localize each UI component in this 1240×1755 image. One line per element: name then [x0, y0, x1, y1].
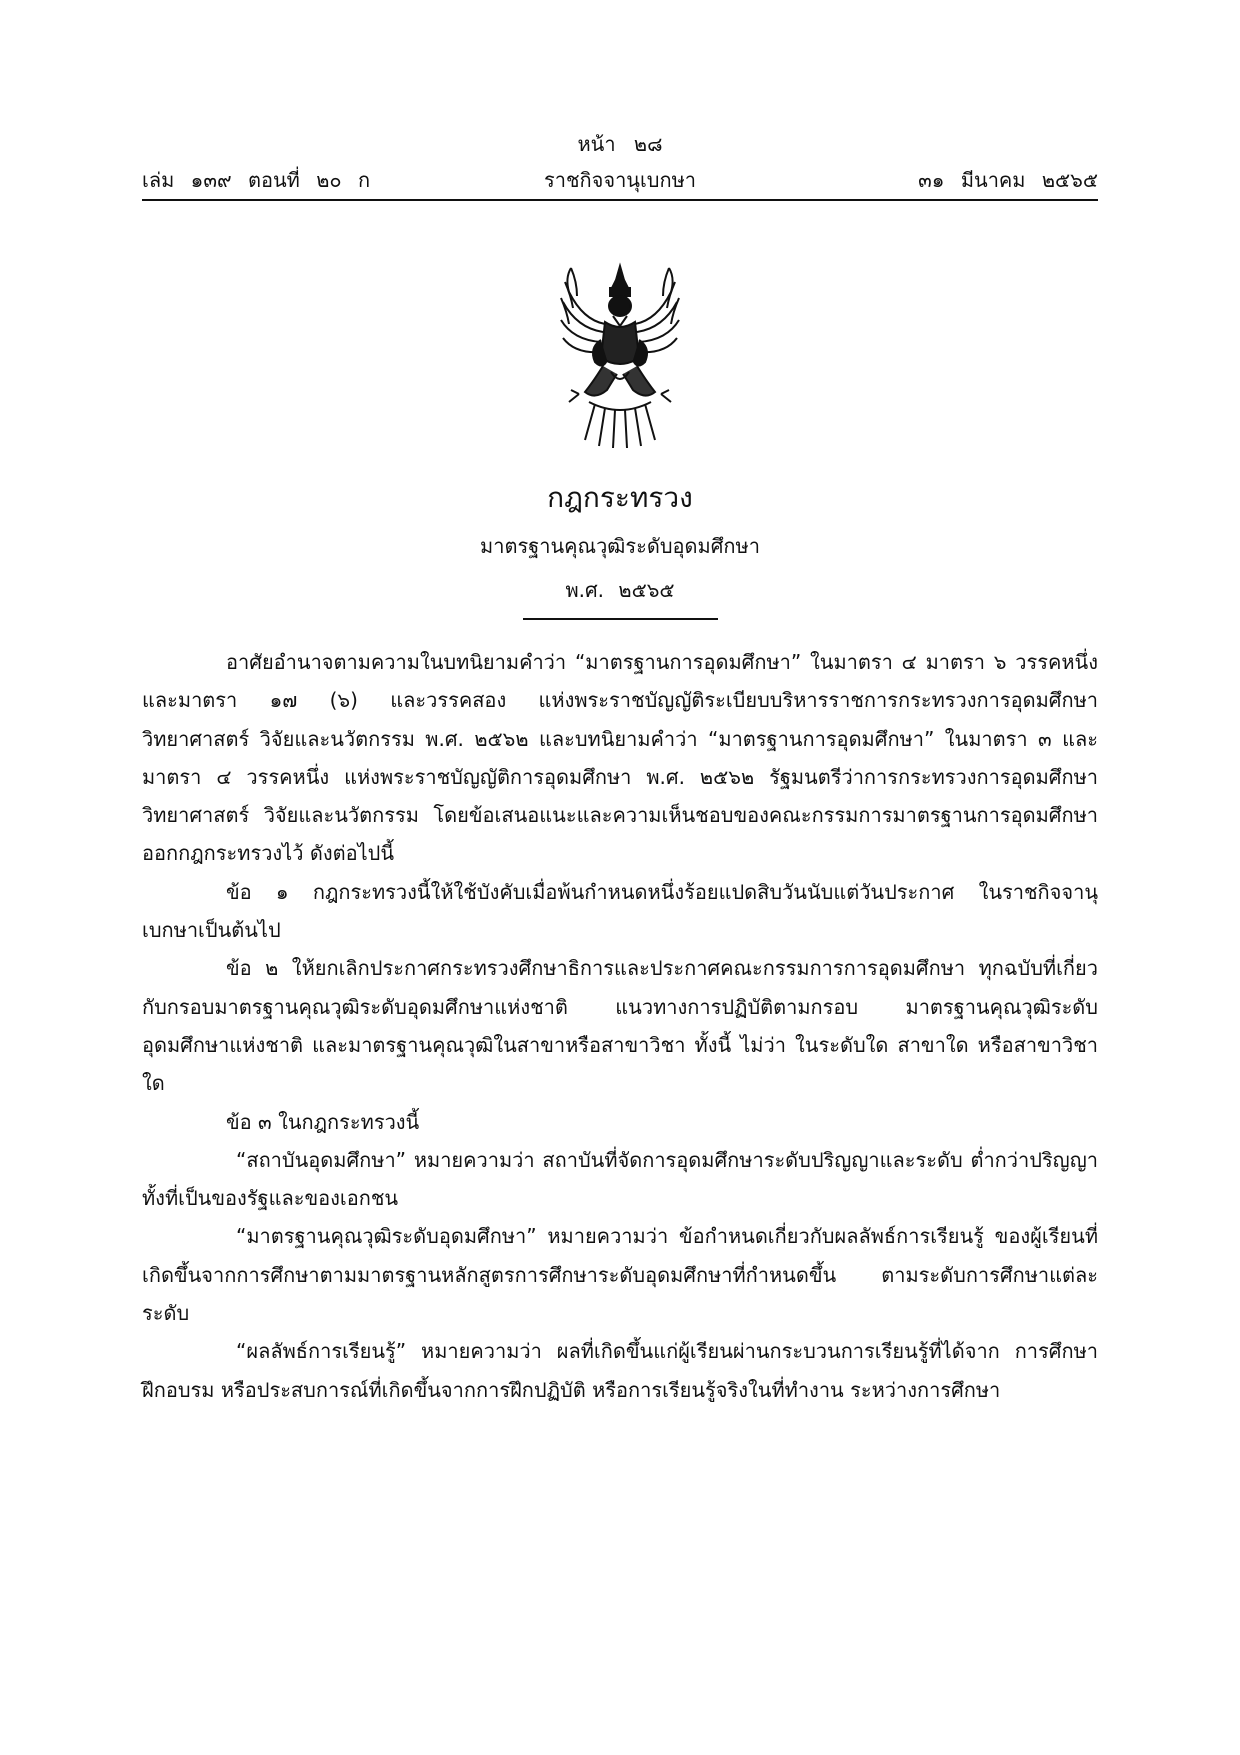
page-number: หน้า ๒๘: [577, 132, 663, 156]
document-year: พ.ศ. ๒๕๖๕: [565, 578, 675, 602]
garuda-emblem-icon: [555, 262, 685, 452]
title-divider: [523, 618, 718, 620]
definition-institution: “สถาบันอุดมศึกษา” หมายความว่า สถาบันที่จัดการอุดมศึกษาระดับปริญญาและระดับ ต่ำกว่าปริญญาทั้งที่เป็นของรัฐและของเอกชน: [142, 1147, 1098, 1211]
gazette-header: [142, 164, 1098, 198]
gazette-name: ราชกิจจานุเบกษา: [543, 168, 697, 192]
clause-2: ข้อ ๒ ให้ยกเลิกประกาศกระทรวงศึกษาธิการและประกาศคณะกรรมการการอุดมศึกษา ทุกฉบับที่เกี่ยวกับกรอบมาตรฐานคุณวุฒิระดับอุดมศึกษาแห่งชาติ แนวทางการปฏิบัติตามกรอบ มาตรฐานคุณวุฒิระดับอุดมศึกษาแห่งชาติ และมาตรฐานคุณวุฒิในสาขาหรือสาขาวิชา ทั้งนี้ ไม่ว่า ในระดับใด สาขาใด หรือสาขาวิชาใด: [142, 956, 1098, 1096]
preamble-paragraph: อาศัยอำนาจตามความในบทนิยามคำว่า “มาตรฐานการอุดมศึกษา” ในมาตรา ๔ มาตรา ๖ วรรคหนึ่ง และมาตรา ๑๗ (๖) และวรรคสอง แห่งพระราชบัญญัติระเบียบบริหารราชการกระทรวงการอุดมศึกษา วิทยาศาสตร์ วิจัยและนวัตกรรม พ.ศ. ๒๕๖๒ และบทนิยามคำว่า “มาตรฐานการอุดมศึกษา” ในมาตรา ๓ และมาตรา ๔ วรรคหนึ่ง แห่งพระราชบัญญัติการอุดมศึกษา พ.ศ. ๒๕๖๒ รัฐมนตรีว่าการกระทรวงการอุดมศึกษา วิทยาศาสตร์ วิจัยและนวัตกรรม โดยข้อเสนอแนะและความเห็นชอบของคณะกรรมการมาตรฐานการอุดมศึกษาออกกฎกระทรวงไว้ ดังต่อไปนี้: [142, 650, 1098, 866]
volume-issue: เล่ม ๑๓๙ ตอนที่ ๒๐ ก: [142, 168, 371, 192]
definition-learning-outcome: “ผลลัพธ์การเรียนรู้” หมายความว่า ผลที่เกิดขึ้นแก่ผู้เรียนผ่านกระบวนการเรียนรู้ที่ได้จาก การศึกษา ฝึกอบรม หรือประสบการณ์ที่เกิดขึ้นจากการฝึกปฏิบัติ หรือการเรียนรู้จริงในที่ทำงาน ระหว่างการศึกษา: [142, 1339, 1098, 1402]
publication-date: ๓๑ มีนาคม ๒๕๖๕: [918, 168, 1098, 192]
document-body: [142, 643, 1098, 1409]
document-title: กฎกระทรวง: [547, 481, 693, 514]
header-divider: [142, 199, 1098, 201]
document-subtitle: มาตรฐานคุณวุฒิระดับอุดมศึกษา: [480, 534, 760, 558]
definition-qualification-standard: “มาตรฐานคุณวุฒิระดับอุดมศึกษา” หมายความว่า ข้อกำหนดเกี่ยวกับผลลัพธ์การเรียนรู้ ของผู้เรียนที่เกิดขึ้นจากการศึกษาตามมาตรฐานหลักสูตรการศึกษาระดับอุดมศึกษาที่กำหนดขึ้น ตามระดับการศึกษาแต่ละระดับ: [142, 1224, 1098, 1326]
clause-1: ข้อ ๑ กฎกระทรวงนี้ให้ใช้บังคับเมื่อพ้นกำหนดหนึ่งร้อยแปดสิบวันนับแต่วันประกาศ ในราชกิจจานุเบกษาเป็นต้นไป: [142, 879, 1098, 943]
clause-3: ข้อ ๓ ในกฎกระทรวงนี้: [226, 1109, 420, 1134]
